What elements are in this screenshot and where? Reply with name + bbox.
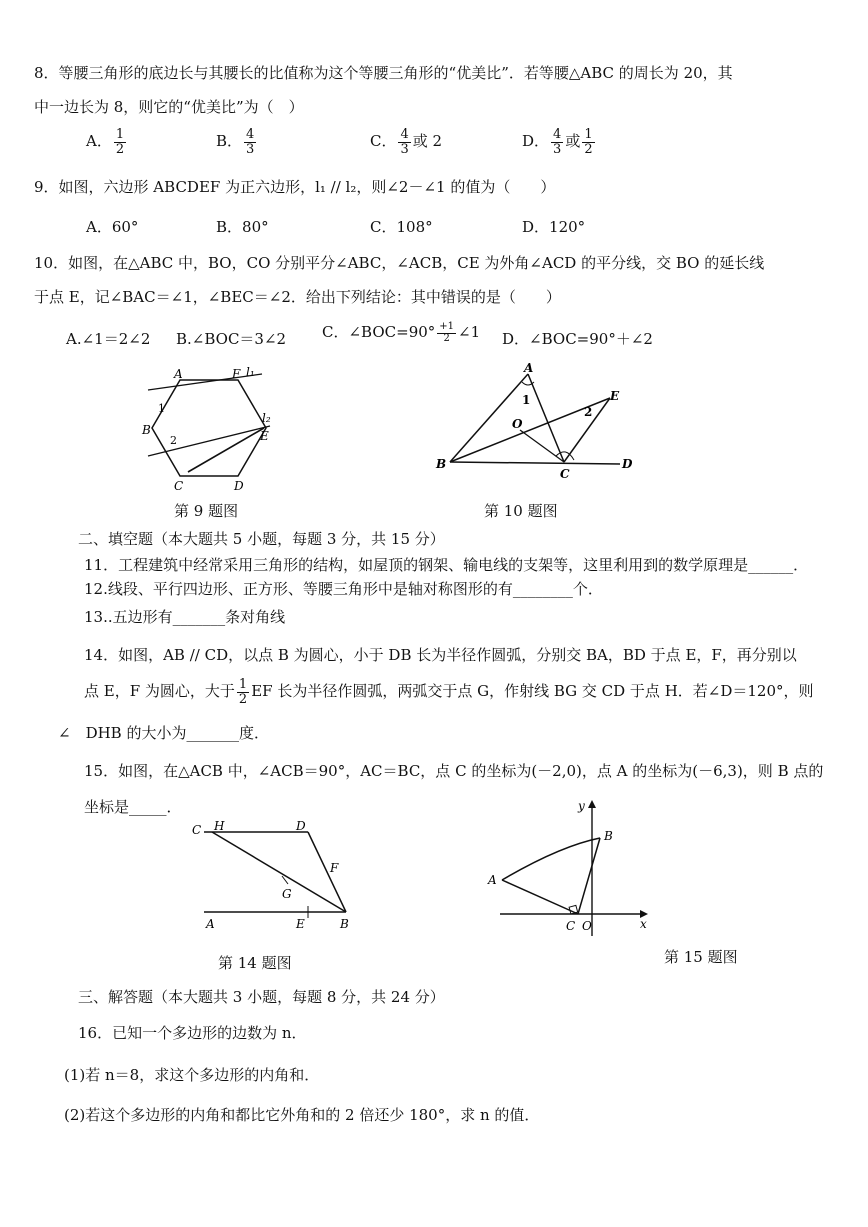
fig10-angle-1: 1 [522,393,531,407]
q10-option-c: C．∠BOC=90° $\frac{+1}{2}$ ∠1 [322,321,481,344]
q8-option-b: B． $\frac{4}{3}$ [216,127,255,157]
q9-stem: 9．如图，六边形 ABCDEF 为正六边形，l₁ // l₂，则∠2－∠1 的值为（ ） [34,178,556,196]
q8-line1: 8．等腰三角形的底边长与其腰长的比值称为这个等腰三角形的“优美比”．若等腰△ABC 的周长为 20，其 [34,64,733,82]
fig15-segment-ac [502,880,578,914]
q14-line3: ∠ DHB 的大小为_______度． [58,724,269,742]
fig14-label-h: H [214,819,225,833]
fig15-label-b: B [604,829,613,843]
fig9-hexagon [152,380,266,476]
fig9-label-a: A [174,367,183,381]
q10-option-a: A.∠1＝2∠2 [66,330,151,348]
fig9-angle-2: 2 [170,434,177,447]
q16-stem: 16．已知一个多边形的边数为 n． [78,1024,307,1042]
figure-9 [140,360,290,492]
section-3-heading: 三、解答题（本大题共 3 小题，每题 8 分，共 24 分） [78,988,445,1006]
section-2-heading: 二、填空题（本大题共 5 小题，每题 3 分，共 15 分） [78,530,445,548]
fig15-label-c: C [566,919,576,933]
fig10-label-c: C [560,467,570,481]
fig10-caption: 第 10 题图 [484,502,558,520]
fig10-label-a: A [524,361,534,375]
q12: 12.线段、平行四边形、正方形、等腰三角形中是轴对称图形的有________个． [84,580,603,598]
q16-part2: (2)若这个多边形的内角和都比它外角和的 2 倍还少 180°，求 n 的值． [64,1106,540,1124]
fig10-label-o: O [512,417,523,431]
q16-part1: (1)若 n＝8，求这个多边形的内角和． [64,1066,320,1084]
fig9-label-d: D [234,479,244,492]
fig10-angle-2: 2 [584,405,593,419]
fig9-label-f: F [232,367,241,381]
q15-line2: 坐标是_____． [84,798,182,816]
fig14-label-a: A [206,917,215,931]
figure-15 [480,796,660,940]
fig15-segment-cb [578,838,600,914]
fig14-caption: 第 14 题图 [218,954,292,972]
fig9-label-e: E [260,429,269,443]
fig14-label-f: F [330,861,339,875]
q13: 13..五边形有_______条对角线 [84,608,286,626]
fig14-label-b: B [340,917,349,931]
fig9-caption: 第 9 题图 [174,502,239,520]
fig15-label-a: A [488,873,497,887]
fig9-label-l1: l₁ [246,365,255,379]
q14-line2: 点 E，F 为圆心，大于 $\frac{1}{2}$ EF 长为半径作圆弧，两弧交于点 G，作射线 BG 交 CD 于点 H．若∠D＝120°，则 [84,677,814,707]
q11: 11．工程建筑中经常采用三角形的结构，如屋顶的钢架、输电线的支架等，这里利用到的数学原理是______． [84,556,809,574]
fig14-label-g: G [282,887,292,901]
fig9-angle-1: 1 [158,402,165,415]
q8-option-c: C． $\frac{4}{3}$ 或 2 [370,127,443,157]
q10-option-d: D．∠BOC=90°＋∠2 [502,330,653,348]
fig14-label-d: D [296,819,306,833]
q10-line1: 10．如图，在△ABC 中，BO，CO 分别平分∠ABC，∠ACB，CE 为外角∠ACD 的平分线，交 BO 的延长线 [34,254,765,272]
fig9-label-c: C [174,479,184,492]
figure-10 [430,360,640,484]
fig9-label-b: B [142,423,151,437]
fig15-label-x: x [640,917,647,931]
q9-option-d: D．120° [522,218,586,236]
fig14-label-c: C [192,823,202,837]
q10-line2: 于点 E，记∠BAC＝∠1，∠BEC＝∠2．给出下列结论：其中错误的是（ ） [34,288,561,306]
fig10-label-d: D [622,457,633,471]
q8-line2: 中一边长为 8，则它的“优美比”为（ ） [34,98,304,116]
fig9-line-l1 [148,374,262,390]
q14-line1: 14．如图，AB // CD，以点 B 为圆心，小于 DB 长为半径作圆弧，分别交 BA，BD 于点 E，F，再分别以 [84,646,797,664]
fig15-caption: 第 15 题图 [664,948,738,966]
fig14-label-e: E [296,917,305,931]
q10-option-b: B.∠BOC＝3∠2 [176,330,287,348]
fig15-label-o: O [582,919,592,933]
fig10-label-e: E [610,389,620,403]
q8-option-a: A． $\frac{1}{2}$ [86,127,125,157]
q9-option-b: B．80° [216,218,269,236]
figure-14 [190,812,360,936]
fig14-ray-bh [212,832,346,912]
fig15-segment-ab [502,838,600,880]
q9-option-c: C．108° [370,218,433,236]
fig10-segment-bd [450,462,620,464]
fig15-y-arrow [588,800,596,808]
fig9-label-l2: l₂ [262,411,271,425]
q15-line1: 15．如图，在△ACB 中，∠ACB＝90°，AC＝BC，点 C 的坐标为(－2,0)，点 A 的坐标为(－6,3)，则 B 点的 [84,762,824,780]
q9-option-a: A．60° [86,218,139,236]
fig10-label-b: B [436,457,447,471]
q8-option-d: D． $\frac{4}{3}$ 或 $\frac{1}{2}$ [522,127,593,157]
fig15-label-y: y [578,799,585,813]
